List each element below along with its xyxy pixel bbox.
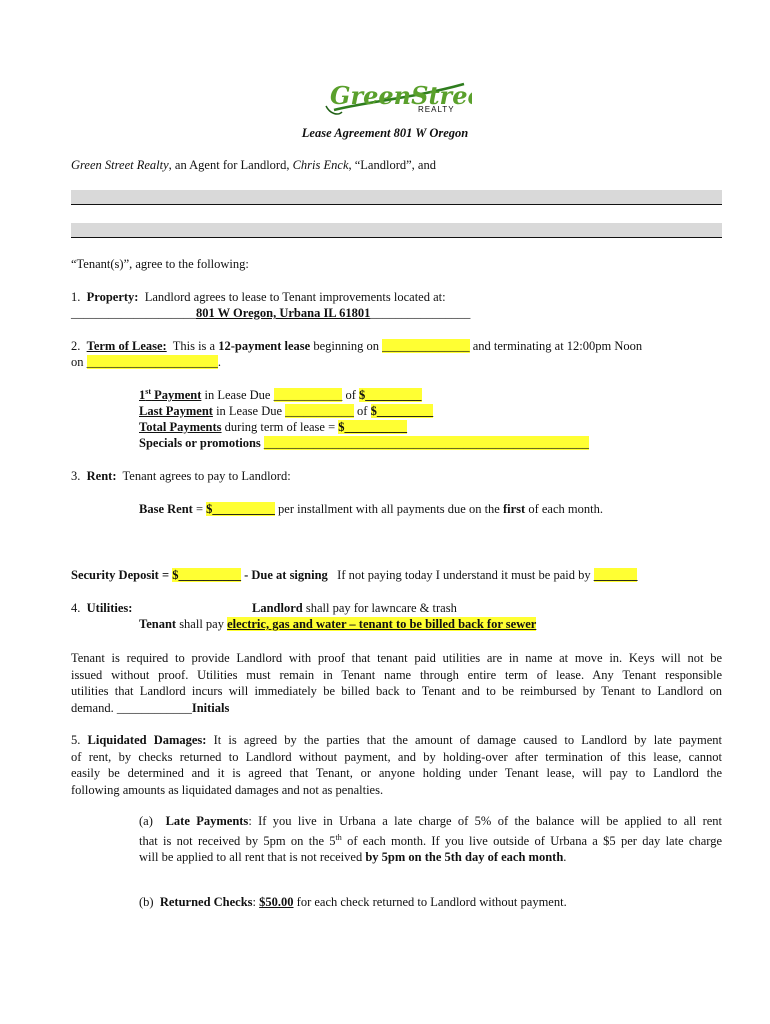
deposit-text: If not paying today I understand it must be paid by bbox=[337, 568, 594, 582]
section-rent bbox=[71, 469, 291, 484]
term-text3: and terminating at 12:00pm Noon bbox=[469, 339, 643, 353]
deposit-label: Security Deposit = bbox=[71, 568, 173, 582]
logo-main-text: GreenStre bbox=[330, 81, 468, 110]
intro-tail: , “Landlord”, and bbox=[348, 158, 436, 172]
base-rent-eq: = bbox=[192, 502, 207, 516]
utilities-label: Utilities: bbox=[86, 601, 133, 615]
total-payments-text: during term of lease = bbox=[221, 420, 339, 434]
tenant-para-line3: utilities that Landlord incurs will immediately be billed back to Tenant and to be reimbursed by Tenant to Landlord on bbox=[71, 684, 722, 698]
returned-colon: : bbox=[252, 895, 260, 909]
term-label: Term of Lease: bbox=[86, 339, 167, 353]
term-text2: beginning on bbox=[310, 339, 383, 353]
base-rent-text1: per installment with all payments due on the bbox=[274, 502, 503, 516]
total-payments-field[interactable]: $__________ bbox=[338, 420, 408, 434]
first-payment-amount-field[interactable]: $_________ bbox=[359, 388, 422, 403]
term-text1: This is a bbox=[172, 339, 219, 353]
returned-check-fee: $50.00 bbox=[259, 895, 294, 909]
intro-line bbox=[71, 158, 436, 173]
term-on: on bbox=[71, 355, 87, 369]
late-letter: (a) bbox=[139, 814, 153, 828]
term-end-dot: . bbox=[217, 355, 221, 369]
late-line1: : If you live in Urbana a late charge of 5% of the balance will be applied to all rent bbox=[248, 814, 723, 828]
late-line2b: of each month. If you live outside of Urbana a $5 per day late charge bbox=[341, 833, 722, 848]
intro-mid: , an Agent for Landlord, bbox=[168, 158, 293, 172]
liquidated-line2: of rent, by checks returned to Landlord without payment, and by holding-over after termination of this lease, cannot bbox=[71, 749, 722, 764]
tenant-name-field-1[interactable] bbox=[71, 190, 722, 205]
tenant-label: Tenant bbox=[139, 617, 177, 631]
late-payments-clause bbox=[139, 813, 722, 866]
first-payment-date-field[interactable]: ___________ bbox=[273, 388, 343, 403]
logo-sub-text: REALTY bbox=[418, 105, 455, 114]
returned-label: Returned Checks bbox=[159, 895, 253, 909]
tenant-utilities-text: shall pay bbox=[176, 617, 228, 631]
last-payment-amount-field[interactable]: $_________ bbox=[370, 404, 434, 418]
initials-field[interactable]: ____________ bbox=[116, 700, 192, 715]
total-payments-label: Total Payments bbox=[139, 420, 222, 434]
tenant-name-field-2[interactable] bbox=[71, 223, 722, 238]
late-label: Late Payments bbox=[165, 814, 249, 828]
term-num: 2. bbox=[71, 339, 81, 353]
deposit-date-field[interactable]: _______ bbox=[593, 568, 638, 582]
liquidated-line1: It is agreed by the parties that the amount of damage caused to Landlord by late payment bbox=[213, 733, 723, 747]
first-payment-line bbox=[139, 387, 422, 403]
property-num: 1. bbox=[71, 290, 81, 304]
utilities-num: 4. bbox=[71, 601, 81, 615]
lease-end-field[interactable]: _____________________ bbox=[86, 355, 218, 369]
term-end-line bbox=[71, 355, 221, 370]
returned-checks-clause bbox=[139, 895, 567, 910]
landlord-label: Landlord bbox=[252, 601, 303, 615]
base-rent-line bbox=[139, 502, 603, 517]
liquidated-label: Liquidated Damages: bbox=[87, 733, 207, 747]
lease-begin-field[interactable]: ______________ bbox=[382, 339, 470, 353]
late-line2-sup: th bbox=[335, 832, 342, 842]
first-payment-of: of bbox=[342, 388, 359, 403]
deposit-due: - Due at signing bbox=[240, 568, 328, 582]
last-payment-of: of bbox=[353, 404, 371, 418]
tenant-para-line4: demand. bbox=[71, 700, 117, 715]
liquidated-num: 5. bbox=[71, 733, 81, 747]
returned-letter: (b) bbox=[139, 895, 154, 909]
last-payment-label: Last Payment bbox=[139, 404, 213, 418]
tenant-para-line2: issued without proof. Utilities must remain in Tenant name through entire term of lease. Any Tenant responsible bbox=[71, 667, 722, 682]
rent-text: Tenant agrees to pay to Landlord: bbox=[122, 469, 291, 483]
specials-label: Specials or promotions bbox=[139, 436, 264, 450]
property-label: Property: bbox=[86, 290, 139, 304]
property-address: 801 W Oregon, Urbana IL 61801 bbox=[196, 306, 371, 320]
late-deadline: by 5pm on the 5th day of each month bbox=[365, 850, 564, 865]
section-property bbox=[71, 290, 446, 305]
property-post-blank: ________________ bbox=[370, 306, 471, 320]
first-payment-text: in Lease Due bbox=[201, 388, 274, 403]
section-term bbox=[71, 339, 642, 354]
first-payment-label: 1st Payment bbox=[139, 387, 202, 403]
base-rent-label: Base Rent bbox=[139, 502, 193, 516]
section-utilities bbox=[71, 601, 132, 616]
initials-label: Initials bbox=[191, 700, 230, 715]
rent-label: Rent: bbox=[86, 469, 117, 483]
late-line3-end: . bbox=[563, 850, 567, 865]
landlord-utilities-line bbox=[252, 601, 457, 616]
base-rent-field[interactable]: $__________ bbox=[206, 502, 275, 516]
last-payment-date-field[interactable]: ___________ bbox=[285, 404, 354, 418]
base-rent-text2: of each month. bbox=[525, 502, 603, 516]
base-rent-first: first bbox=[502, 502, 526, 516]
tenant-para-line1: Tenant is required to provide Landlord with proof that tenant paid utilities are in name at move in. Keys will not be bbox=[71, 651, 722, 665]
tenant-utilities-items: electric, gas and water – tenant to be billed back for sewer bbox=[227, 617, 537, 631]
liquidated-line4: following amounts as liquidated damages and not as penalties. bbox=[71, 782, 384, 797]
agent-name: Green Street Realty bbox=[71, 158, 169, 172]
late-line3a: will be applied to all rent that is not received bbox=[139, 850, 366, 865]
tenant-utilities-paragraph bbox=[71, 650, 722, 716]
term-payment-count: 12-payment lease bbox=[218, 339, 311, 353]
specials-line bbox=[139, 436, 589, 451]
section-liquidated-damages bbox=[71, 732, 722, 798]
document-title: Lease Agreement 801 W Oregon bbox=[301, 126, 469, 140]
tenant-line: “Tenant(s)”, agree to the following: bbox=[71, 257, 249, 271]
property-text: Landlord agrees to lease to Tenant improvements located at: bbox=[144, 290, 446, 304]
landlord-utilities-text: shall pay for lawncare & trash bbox=[302, 601, 457, 615]
last-payment-text: in Lease Due bbox=[212, 404, 286, 418]
green-street-realty-logo bbox=[324, 76, 472, 120]
property-address-line bbox=[71, 306, 470, 321]
specials-field[interactable]: ____________________________________________________ bbox=[263, 436, 589, 450]
deposit-amount-field[interactable]: $__________ bbox=[172, 568, 241, 582]
liquidated-line3: easily be determined and it is agreed that Tenant, or anyone holding under Tenant lease, will pay to Landlord the bbox=[71, 766, 722, 780]
security-deposit-line bbox=[71, 568, 637, 583]
tenant-utilities-line bbox=[139, 617, 536, 632]
late-line2a: that is not received by 5pm on the 5 bbox=[139, 833, 336, 848]
rent-num: 3. bbox=[71, 469, 81, 483]
last-payment-line bbox=[139, 404, 433, 419]
landlord-name: Chris Enck bbox=[292, 158, 349, 172]
property-pre-blank: ____________________ bbox=[71, 306, 196, 320]
returned-text: for each check returned to Landlord without payment. bbox=[293, 895, 567, 909]
total-payments-line bbox=[139, 420, 407, 435]
